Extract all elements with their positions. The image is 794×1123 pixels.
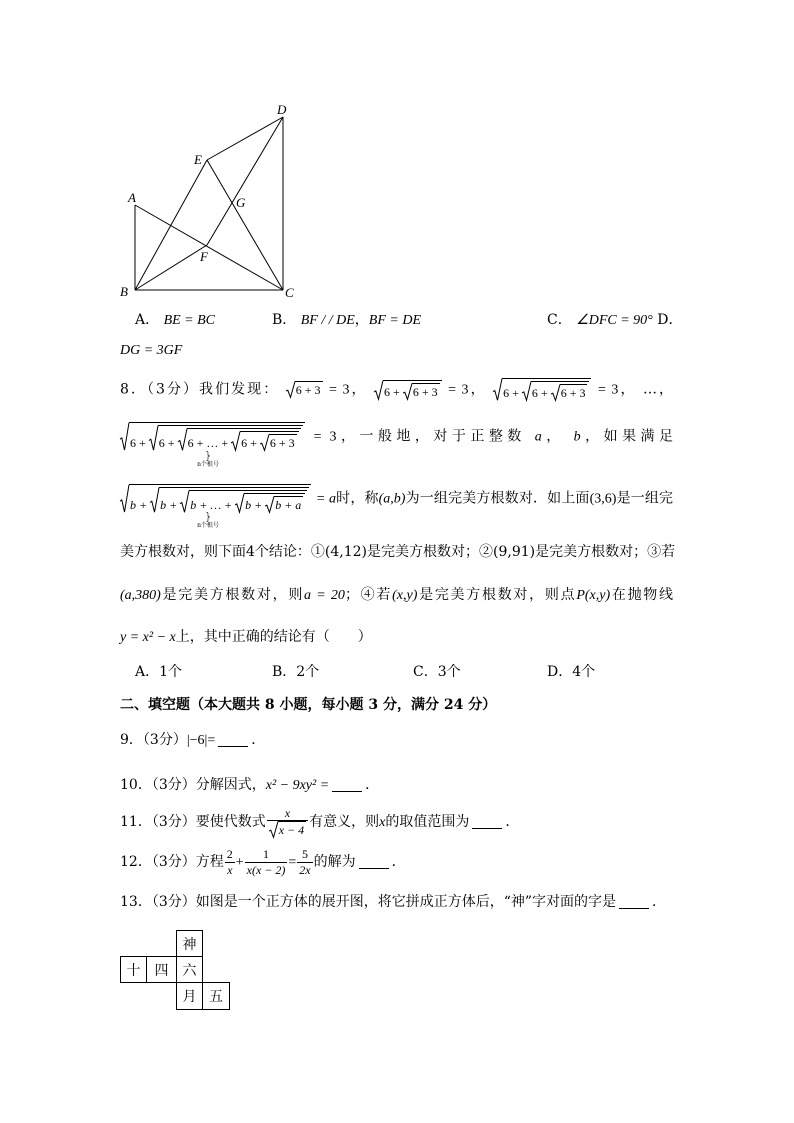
sqrt-expression: 6 + 3	[286, 381, 323, 398]
radical-sign	[260, 434, 269, 451]
label-c: C	[285, 285, 294, 300]
segment-be	[135, 160, 207, 290]
segment-ed	[207, 117, 283, 160]
q8-line-5: (a,380)是完美方根数对，则a = 20；④若(x,y)是完美方根数对，则点P(x,y)在抛物线	[120, 587, 674, 603]
sqrt-expression: b + b + … + b + b + a	[150, 487, 309, 513]
segment-bf	[135, 245, 207, 290]
sqrt-expression: 6 + 6 + 3	[522, 381, 590, 401]
label-g: G	[236, 195, 246, 210]
q8-option-d: D．4个	[547, 664, 596, 680]
brace-icon	[205, 512, 211, 522]
radical-sign	[120, 484, 129, 513]
question-13: 13．（3分）如图是一个正方体的展开图，将它拼成正方体后，“神”字对面的字是 ．	[120, 894, 667, 910]
q8-line-1: 8．（3分）我们发现： 6 + 3 = 3， 6 + 6 + 3 = 3， 6 + 6 + 6 + 3 = 3， …，	[120, 378, 673, 401]
q7-option-a: A． BE = BC	[135, 312, 216, 328]
sqrt-expression: 6 + 6 + 3	[374, 380, 442, 400]
fraction: $\frac{1}{x(x - 2)}$	[246, 847, 286, 877]
radical-sign	[269, 821, 278, 838]
radical-sign	[493, 378, 502, 401]
radical-sign	[403, 383, 412, 400]
question-12: 12．（3分）方程 $\frac{2}{x}$ + $\frac{1}{x(x - 2)}$ = $\frac{5}{2x}$ 的解为 ．	[120, 847, 406, 877]
segment-ac	[135, 205, 283, 290]
section-2-title: 二、填空题（本大题共 8 小题，每小题 3 分，满分 24 分）	[120, 697, 497, 713]
q8-option-a: A．1个	[135, 664, 183, 680]
radical-sign	[231, 431, 240, 451]
q8-line-4: 美方根数对，则下面4个结论：①(4,12)是完美方根数对；②(9,91)是完美方根数对；③若	[120, 544, 676, 560]
net-cell-bottom-right: 五	[202, 982, 230, 1010]
sqrt-expression: b + b + b + … + b + b + a	[120, 484, 311, 513]
net-cell-left2: 四	[146, 956, 177, 983]
q7-option-d-label: D．	[657, 312, 683, 328]
sqrt-expression: 6 + 6 + 3	[231, 431, 299, 451]
sqrt-expression: x − 4	[269, 821, 306, 838]
sqrt-expression: 6 + 6 + … + 6 + 6 + 3	[149, 425, 303, 451]
fraction: $\frac{2}{x}$	[226, 847, 233, 877]
radical-sign	[522, 381, 531, 401]
q7-option-d: DG = 3GF	[120, 343, 183, 358]
q7-option-c: C． ∠DFC = 90° D．	[547, 312, 683, 328]
sqrt-expression: 6 + 3	[403, 383, 440, 400]
radical-sign	[374, 380, 383, 400]
radical-sign	[149, 425, 158, 451]
radical-sign	[235, 493, 244, 513]
label-e: E	[194, 152, 202, 167]
sqrt-expression: 6 + 6 + 6 + 3	[493, 378, 591, 401]
answer-blank	[359, 854, 389, 869]
label-d: D	[277, 102, 287, 117]
sqrt-expression: 6 + 3	[551, 384, 588, 401]
net-cell-top: 神	[176, 930, 203, 957]
radical-sign	[180, 490, 189, 513]
q8-option-b: B．2个	[272, 664, 320, 680]
radical-sign	[120, 422, 129, 451]
label-b: B	[120, 284, 128, 299]
geometry-figure	[0, 0, 794, 310]
net-cell-left: 十	[120, 956, 147, 983]
net-cell-center: 六	[176, 956, 203, 983]
q8-line-2: 6 + 6 + 6 + … + 6 + 6 + 3 = 3，一般地，对于正整数 a， b，如果满足	[120, 422, 673, 451]
radical-sign	[178, 428, 187, 451]
radical-sign	[551, 384, 560, 401]
radical-sign	[265, 496, 274, 513]
answer-blank	[619, 894, 649, 909]
net-cell-bottom: 月	[176, 982, 203, 1010]
question-11: 11．（3分）要使代数式 $\frac{x}{x - 4}$ 有意义，则x的取值范围为 ．	[120, 806, 520, 838]
brace-icon	[205, 451, 211, 461]
fraction: $\frac{5}{2x}$	[299, 847, 311, 877]
label-a: A	[128, 190, 136, 205]
n-roots-brace: n个根号	[188, 451, 228, 468]
sqrt-expression: b + b + a	[235, 493, 305, 513]
answer-blank	[218, 732, 248, 747]
question-9: 9．（3分）|−6|= ．	[120, 732, 266, 748]
answer-blank	[472, 814, 502, 829]
answer-blank	[332, 777, 362, 792]
sqrt-expression: 6 + … + 6 + 6 + 3	[178, 428, 301, 451]
question-10: 10．（3分）分解因式，x² − 9xy² = ．	[120, 777, 380, 793]
q8-line-3: b + b + b + … + b + b + a = a时，称(a,b)为一组完美方根数对．如上面(3,6)是一组完	[120, 484, 673, 513]
sqrt-expression: b + … + b + b + a	[180, 490, 307, 513]
q7-option-b: B． BF / / DE，BF = DE	[272, 312, 422, 328]
fraction: $\frac{x}{x - 4}$	[267, 806, 308, 838]
sqrt-expression: b + a	[265, 496, 303, 513]
sqrt-expression: 6 + 6 + 6 + … + 6 + 6 + 3	[120, 422, 305, 451]
sqrt-expression: 6 + 3	[260, 434, 297, 451]
radical-sign	[286, 381, 295, 398]
q8-line-6: y = x² − x上，其中正确的结论有（ ）	[120, 629, 372, 645]
n-roots-brace: n个根号	[188, 512, 228, 529]
q8-option-c: C．3个	[413, 664, 461, 680]
label-f: F	[200, 249, 208, 264]
radical-sign	[150, 487, 159, 513]
